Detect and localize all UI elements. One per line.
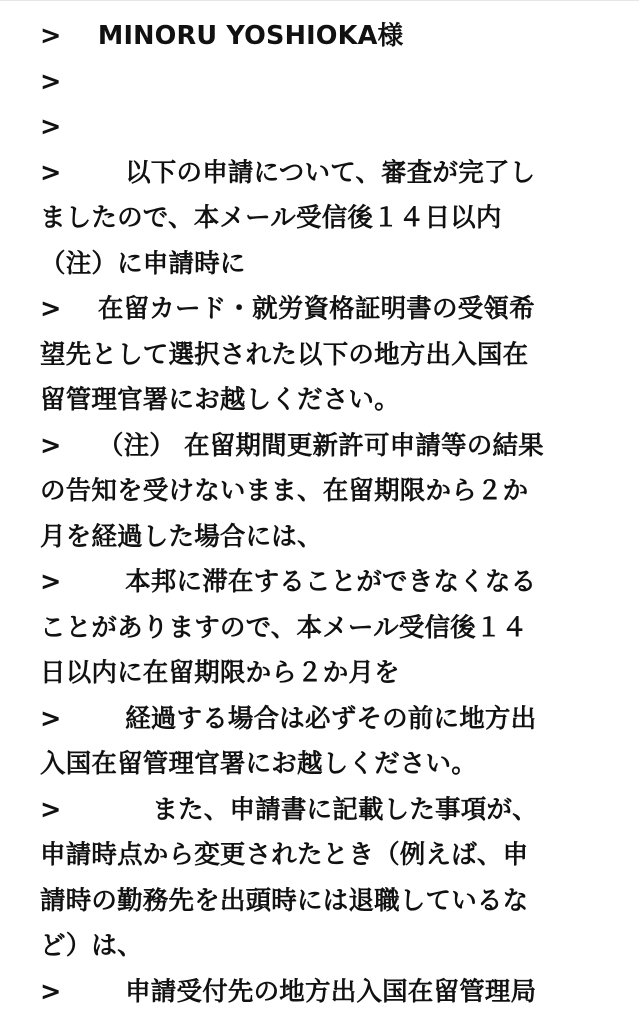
text-line: ど）は、	[40, 931, 143, 961]
text-line: 請時の勤務先を出頭時には退職しているな	[40, 885, 529, 916]
quoted-line: > 申請受付先の地方出入国在留管理局	[40, 976, 537, 1007]
quoted-line: > 以下の申請について、審査が完了し	[40, 157, 536, 188]
text-line: （注）に申請時に	[40, 248, 246, 279]
quoted-line: >	[40, 112, 62, 142]
text-line: の告知を受けないまま、在留期限から２か	[40, 476, 529, 506]
quoted-line: > また、申請書に記載した事項が、	[40, 794, 538, 825]
text-line: 日以内に在留期限から２か月を	[40, 658, 400, 688]
text-line: ましたので、本メール受信後１４日以内	[40, 203, 502, 233]
email-body-text	[40, 14, 600, 1015]
text-line: 月を経過した場合には、	[40, 521, 323, 552]
quoted-line: > 在留カード・就労資格証明書の受領希	[40, 294, 535, 324]
quoted-line: > 本邦に滞在することができなくなる	[40, 567, 537, 597]
quoted-line: > （注） 在留期間更新許可申請等の結果	[40, 430, 544, 461]
quoted-line: > MINORU YOSHIOKA様	[40, 21, 404, 51]
quoted-line: >	[40, 66, 62, 97]
quoted-line: > 経過する場合は必ずその前に地方出	[40, 703, 537, 734]
text-line: ことがありますので、本メール受信後１４	[40, 612, 528, 643]
top-divider	[0, 0, 639, 1]
text-line: 入国在留管理官署にお越しください。	[40, 749, 477, 779]
text-line: 留管理官署にお越しください。	[40, 385, 400, 415]
text-line: 望先として選択された以下の地方出入国在	[40, 339, 529, 370]
text-line: 申請時点から変更されたとき（例えば、申	[40, 840, 529, 870]
